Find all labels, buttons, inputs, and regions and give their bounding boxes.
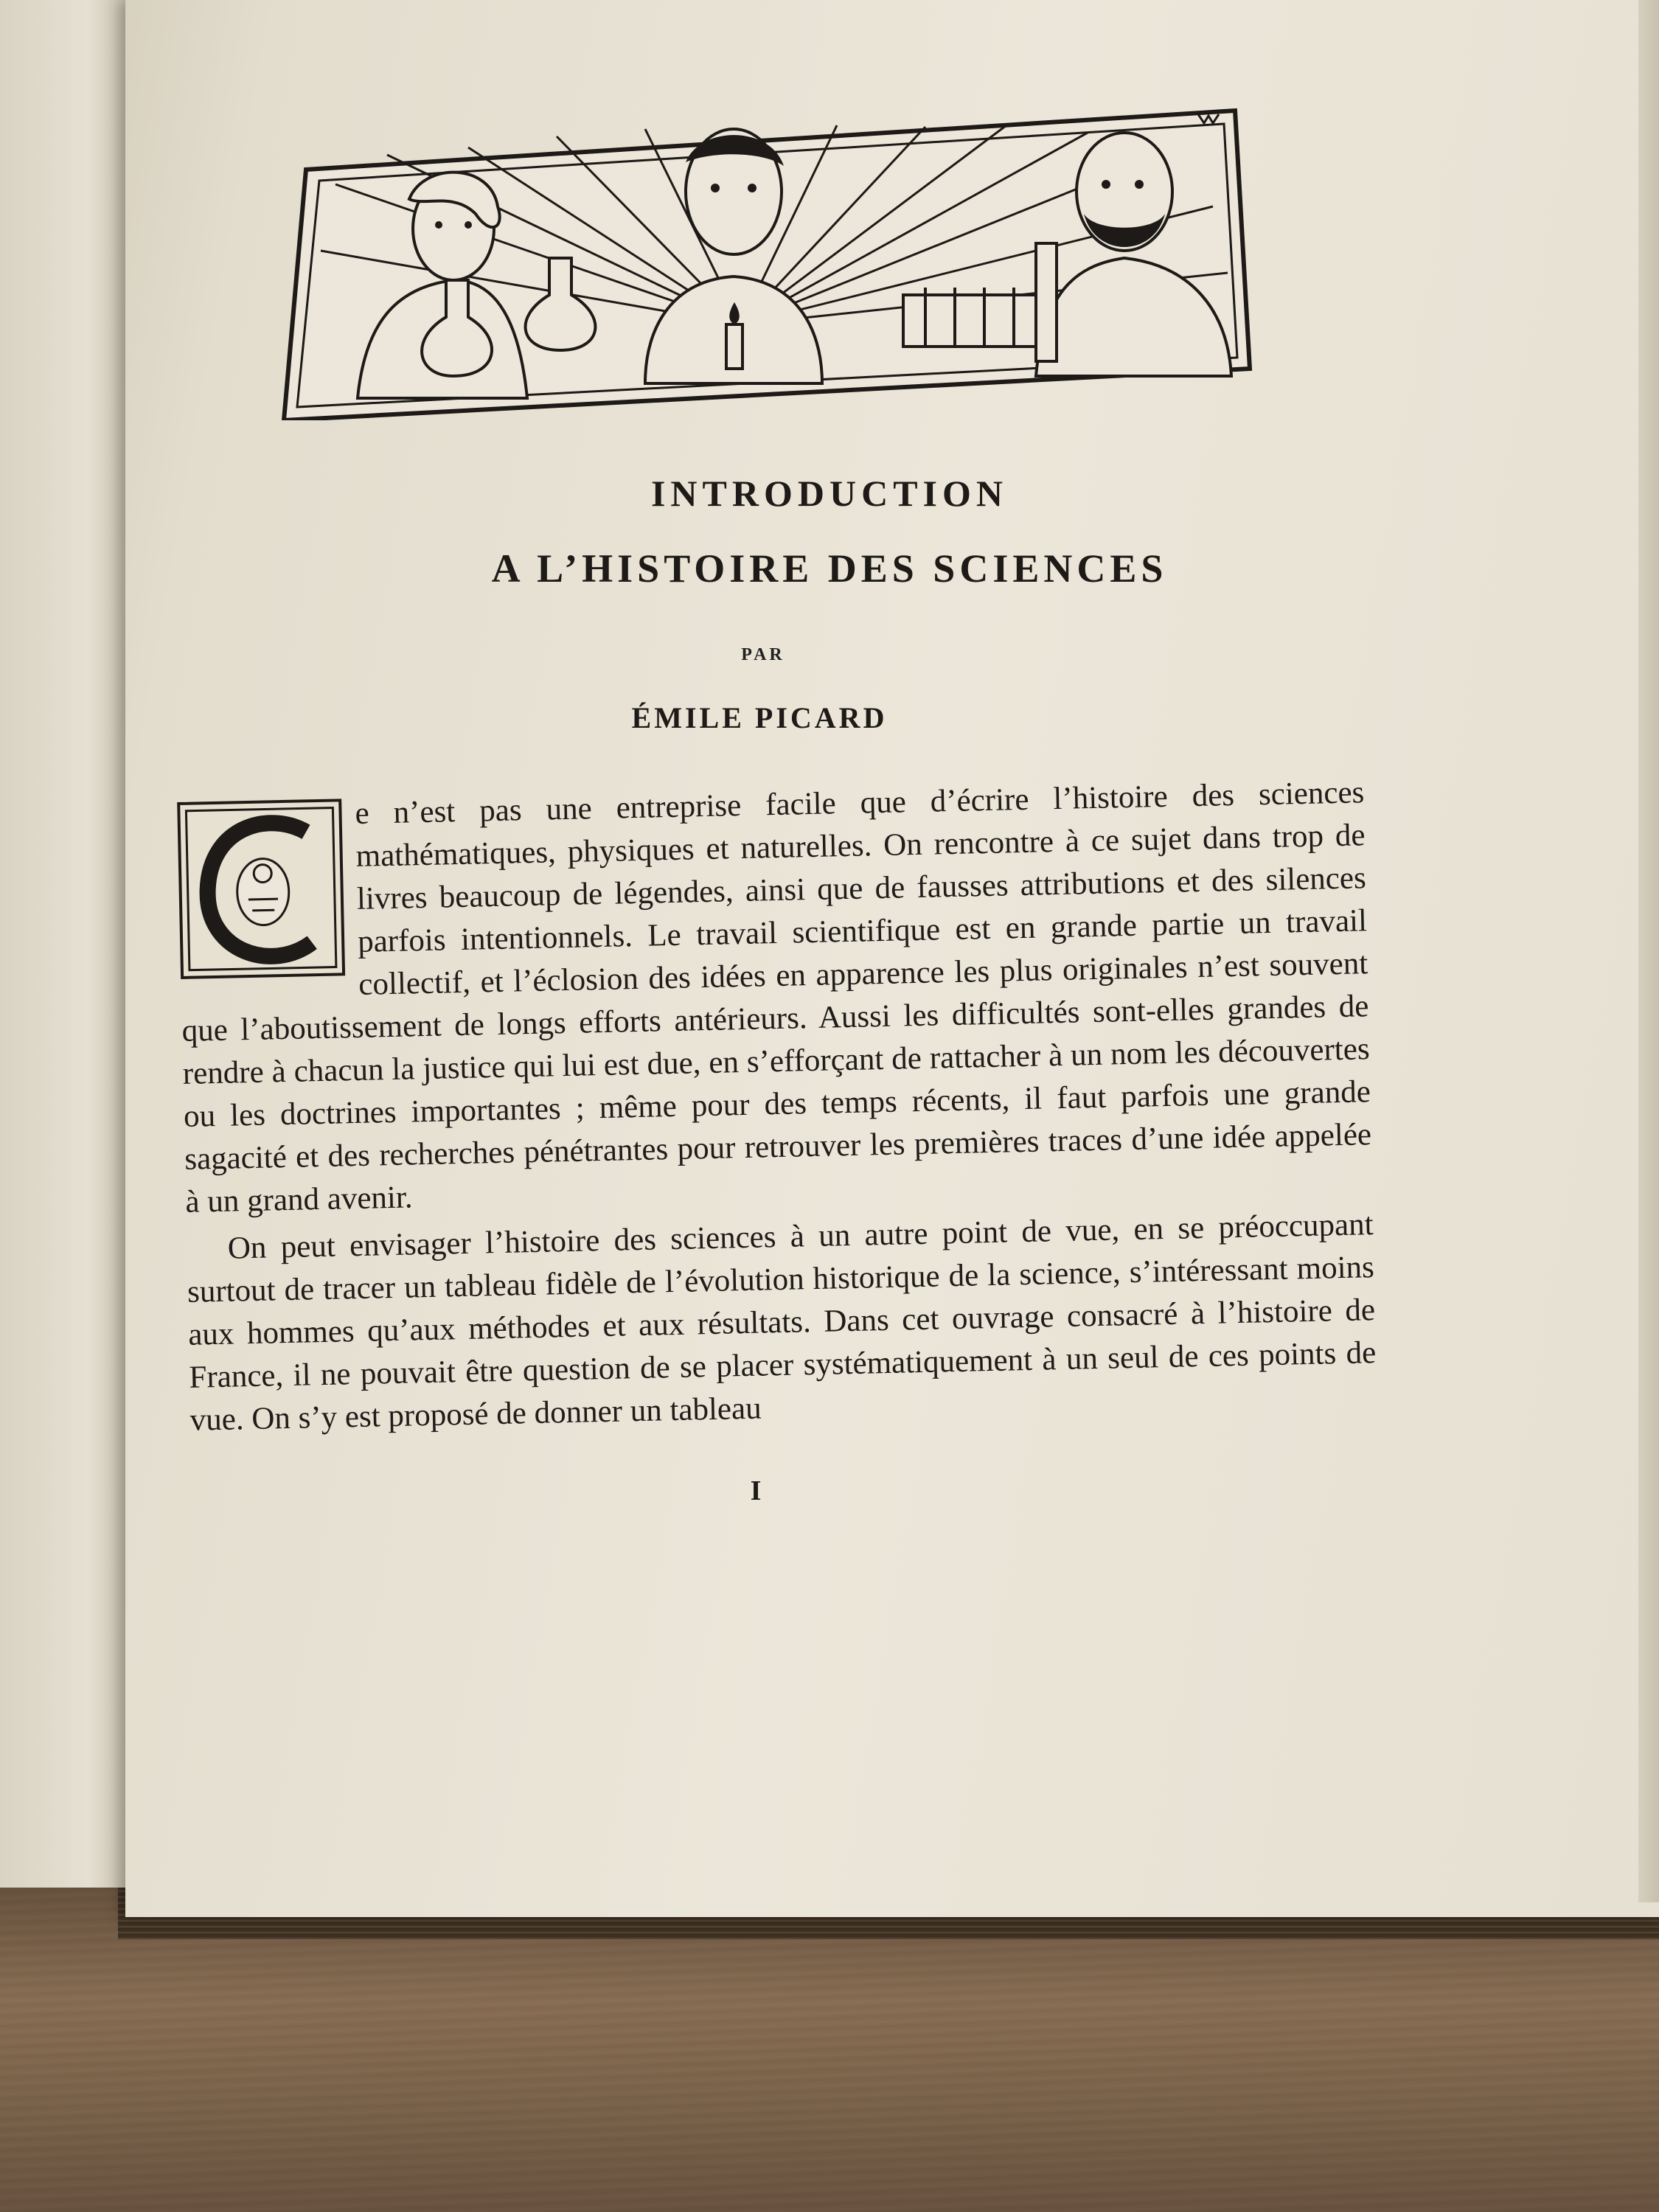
page-number: I: [750, 1475, 762, 1506]
paragraph-2: On peut envisager l’histoire des sciences à un autre point de vue, en se préoccupant surtout de tracer un tableau fidèle de l’évolution historique de la science, s’intéressant moins aux hommes qu’aux méthodes et aux résultats. Dans cet ouvrage consacré à l’histoire de France, il ne pouvait être question de se placer systématiquement à un seul de ces points de vue. On s’y est proposé de donner un tableau: [187, 1207, 1377, 1438]
page-leaves: [1638, 0, 1659, 1902]
dropcap-illustration: [180, 801, 342, 975]
author-name: ÉMILE PICARD: [631, 701, 888, 734]
byline-label: PAR: [741, 645, 785, 664]
paragraph-1: e n’est pas une entreprise facile que d’écrire l’histoire des sciences mathématiques, physiques et naturelles. On rencontre à ce sujet dans trop de livres beaucoup de légendes, ainsi que de fausses attributions et des silences parfois intentionnels. Le travail scientifique est en grande partie un travail collectif, et l’éclosion des idées en apparence les plus originales n’est souvent que l’aboutissement de longs efforts antérieurs. Aussi les difficultés sont-elles grandes de rendre à chacun la justice qui lui est due, en s’efforçant de rattacher à un nom les découvertes ou les doctrines importantes ; même pour des temps récents, il faut parfois une grande sagacité et des recherches pénétrantes pour retrouver les premières traces d’une idée appelée à un grand avenir.: [181, 775, 1372, 1220]
page-title-line2: A L’HISTOIRE DES SCIENCES: [491, 546, 1168, 591]
body-text: [177, 771, 1377, 1442]
page-title-line1: INTRODUCTION: [650, 473, 1009, 514]
engraved-headpiece-illustration: [276, 103, 1257, 420]
headpiece-svg: [276, 103, 1257, 420]
ornamental-dropcap: [177, 799, 345, 979]
